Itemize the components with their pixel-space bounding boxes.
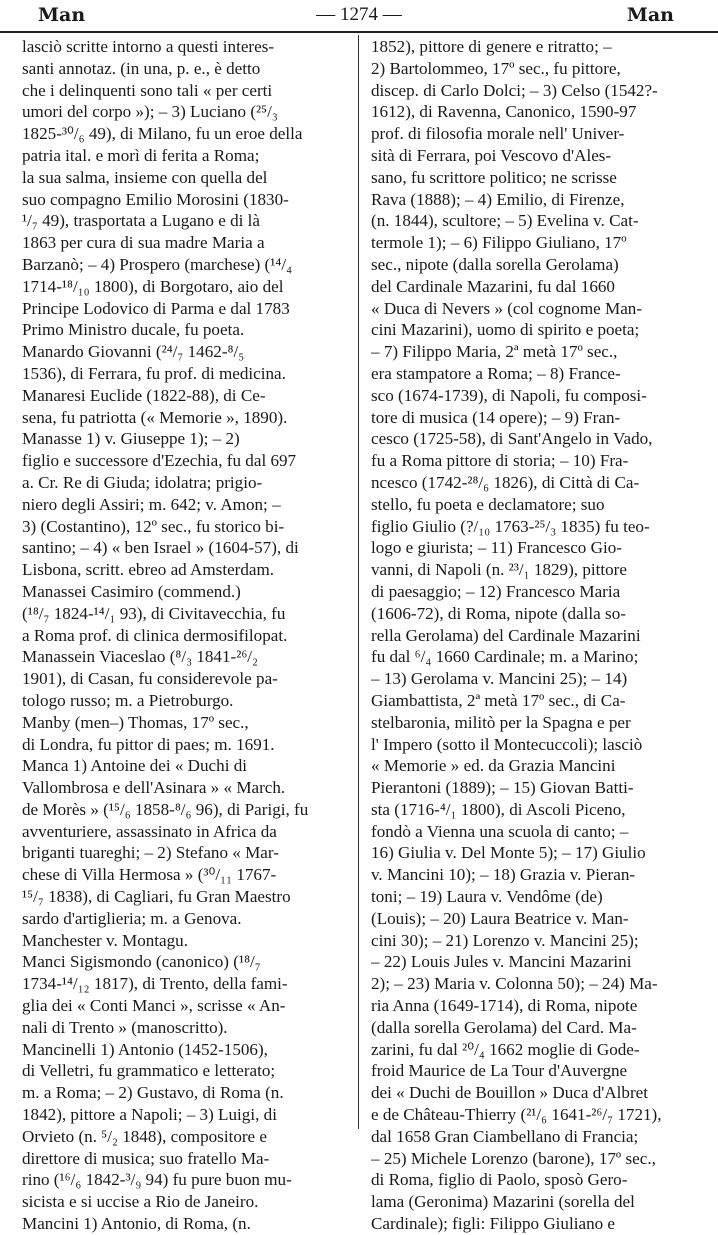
text-line: de Morès » (¹⁵/₆ 1858-⁸/₆ 96), di Parigi, fu xyxy=(22,799,309,819)
text-line: a. Cr. Re di Giuda; idolatra; prigio- xyxy=(22,472,263,492)
text-line: 1852), pittore di genere e ritratto; – xyxy=(371,37,612,56)
text-line: 1842), pittore a Napoli; – 3) Luigi, di xyxy=(22,1105,277,1125)
text-line: dei « Duchi de Bouillon » Duca d'Albret xyxy=(371,1083,648,1103)
text-line: Manby (men–) Thomas, 17º sec., xyxy=(22,712,249,732)
text-line: sardo d'artiglieria; m. a Genova. xyxy=(22,908,242,928)
text-line: (n. 1844), scultore; – 5) Evelina v. Cat- xyxy=(371,211,639,231)
text-line: sità di Ferrara, poi Vescovo d'Ales- xyxy=(371,145,612,165)
text-line: – 13) Gerolama v. Mancini 25); – 14) xyxy=(371,669,628,689)
text-line: ¹⁵/₇ 1838), di Cagliari, fu Gran Maestro xyxy=(22,887,291,907)
text-line: zarini, fu dal ²⁰/₄ 1662 moglie di Gode- xyxy=(371,1039,640,1059)
text-line: (dalla sorella Gerolama) del Card. Ma- xyxy=(371,1017,637,1037)
text-line: discep. di Carlo Dolci; – 3) Celso (1542?- xyxy=(371,80,658,100)
text-line: 2) Bartolommeo, 17º sec., fu pittore, xyxy=(371,58,621,78)
text-line: Vallombrosa e dell'Asinara » « March. xyxy=(22,778,286,798)
text-line: 1536), di Ferrara, fu prof. di medicina. xyxy=(22,363,286,383)
text-line: ria Anna (1649-1714), di Roma, nipote xyxy=(371,996,638,1016)
text-line: (1606-72), di Roma, nipote (dalla so- xyxy=(371,603,626,623)
text-line: Manassei Casimiro (commend.) xyxy=(22,581,241,601)
text-line: 2); – 23) Maria v. Colonna 50); – 24) Ma- xyxy=(371,974,658,994)
text-line: fu a Roma pittore di storia; – 10) Fra- xyxy=(371,451,629,471)
text-line: fondò a Vienna una scuola di canto; – xyxy=(371,821,629,841)
right-column xyxy=(371,36,701,1235)
text-line: del Cardinale Mazarini, fu dal 1660 xyxy=(371,276,615,296)
page-number: — 1274 — xyxy=(316,4,402,25)
text-line: Manasse 1) v. Giuseppe 1); – 2) xyxy=(22,429,240,449)
text-line: l' Impero (sotto il Montecuccoli); lasciò xyxy=(371,734,643,754)
text-line: froid Maurice de La Tour d'Auvergne xyxy=(371,1061,628,1081)
text-line: Manaresi Euclide (1822-88), di Ce- xyxy=(22,385,266,405)
text-line: 3) (Costantino), 12º sec., fu storico bi- xyxy=(22,516,285,536)
text-line: rella Gerolama) del Cardinale Mazarini xyxy=(371,625,641,645)
column-divider xyxy=(358,35,359,1129)
text-line: fu dal ⁶/₄ 1660 Cardinale; m. a Marino; xyxy=(371,647,639,667)
text-line: cini Mazarini), uomo di spirito e poeta; xyxy=(371,320,640,340)
text-line: Cardinale); figli: Filippo Giuliano e xyxy=(371,1214,616,1234)
text-line: rino (¹⁶/₆ 1842-³/₉ 94) fu pure buon mu- xyxy=(22,1170,292,1190)
text-line: glia dei « Conti Manci », scrisse « An- xyxy=(22,996,286,1016)
text-line: Lisbona, scritt. ebreo ad Amsterdam. xyxy=(22,560,275,580)
text-line: la sua salma, insieme con quella del xyxy=(22,167,268,187)
text-line: sena, fu patriotta (« Memorie », 1890). xyxy=(22,407,288,427)
text-line: nali di Trento » (manoscritto). xyxy=(22,1017,228,1037)
text-line: prof. di filosofia morale nell' Univer- xyxy=(371,124,625,144)
text-line: (Louis); – 20) Laura Beatrice v. Man- xyxy=(371,908,629,928)
text-line: direttore di musica; suo fratello Ma- xyxy=(22,1148,270,1168)
text-line: di paesaggio; – 12) Francesco Maria xyxy=(371,581,621,601)
text-line: stello, fu poeta e declamatore; suo xyxy=(371,494,605,514)
text-line: figlio Giulio (?/₁₀ 1763-²⁵/₃ 1835) fu teo- xyxy=(371,516,650,536)
text-line: 1863 per cura di sua madre Maria a xyxy=(22,233,265,253)
text-line: ncesco (1742-²⁸/₆ 1826), di Città di Ca- xyxy=(371,472,640,492)
text-line: umori del corpo »); – 3) Luciano (²⁵/₃ xyxy=(22,102,278,122)
header-left-keyword: Man xyxy=(38,4,86,26)
text-line: tore di musica (14 opere); – 9) Fran- xyxy=(371,407,621,427)
text-line: 1734-¹⁴/₁₂ 1817), di Trento, della fami- xyxy=(22,974,288,994)
text-line: toni; – 19) Laura v. Vendôme (de) xyxy=(371,887,603,907)
text-line: « Memorie » ed. da Grazia Mancini xyxy=(371,756,616,776)
text-line: 16) Giulia v. Del Monte 5); – 17) Giulio xyxy=(371,843,646,863)
text-line: sta (1716-⁴/₁ 1800), di Ascoli Piceno, xyxy=(371,799,626,819)
text-line: Mancinelli 1) Antonio (1452-1506), xyxy=(22,1039,268,1059)
text-line: ¹/₇ 49), trasportata a Lugano e di là xyxy=(22,211,260,231)
text-line: Rava (1888); – 4) Emilio, di Firenze, xyxy=(371,189,625,209)
text-line: Pierantoni (1889); – 15) Giovan Batti- xyxy=(371,778,634,798)
text-line: di Londra, fu pittor di paes; m. 1691. xyxy=(22,734,275,754)
text-line: (¹⁸/₇ 1824-¹⁴/₁ 93), di Civitavecchia, fu xyxy=(22,603,286,623)
text-line: figlio e successore d'Ezechia, fu dal 697 xyxy=(22,451,297,471)
text-line: Principe Lodovico di Parma e dal 1783 xyxy=(22,298,290,318)
text-line: Manchester v. Montagu. xyxy=(22,930,188,950)
text-line: di Roma, figlio di Paolo, sposò Gero- xyxy=(371,1170,628,1190)
text-line: – 25) Michele Lorenzo (barone), 17º sec., xyxy=(371,1148,656,1168)
text-line: niero degli Assiri; m. 642; v. Amon; – xyxy=(22,494,281,514)
text-line: suo compagno Emilio Morosini (1830- xyxy=(22,189,289,209)
text-line: – 7) Filippo Maria, 2ª metà 17º sec., xyxy=(371,342,618,362)
text-line: Giambattista, 2ª metà 17º sec., di Ca- xyxy=(371,690,626,710)
text-line: Manassein Viaceslao (⁸/₃ 1841-²⁶/₂ xyxy=(22,647,259,667)
text-line: sco (1674-1739), di Napoli, fu composi- xyxy=(371,385,647,405)
text-line: v. Mancini 10); – 18) Grazia v. Pieran- xyxy=(371,865,636,885)
text-line: 1901), di Casan, fu considerevole pa- xyxy=(22,669,278,689)
text-line: 1714-¹⁸/₁₀ 1800), di Borgotaro, aio del xyxy=(22,276,284,296)
text-line: sano, fu scrittore politico; ne scrisse xyxy=(371,167,617,187)
text-line: logo e giurista; – 11) Francesco Gio- xyxy=(371,538,622,558)
text-line: 1825-³⁰/₆ 49), di Milano, fu un eroe della xyxy=(22,124,303,144)
text-line: Primo Ministro ducale, fu poeta. xyxy=(22,320,245,340)
text-line: m. a Roma; – 2) Gustavo, di Roma (n. xyxy=(22,1083,284,1103)
text-line: cini 30); – 21) Lorenzo v. Mancini 25); xyxy=(371,930,639,950)
header-right-keyword: Man xyxy=(626,4,674,26)
text-line: tologo russo; m. a Pietroburgo. xyxy=(22,690,234,710)
left-column xyxy=(22,36,348,1235)
text-line: Mancini 1) Antonio, di Roma, (n. xyxy=(22,1214,251,1234)
text-line: cesco (1725-58), di Sant'Angelo in Vado, xyxy=(371,429,653,449)
text-line: « Duca di Nevers » (col cognome Man- xyxy=(371,298,643,318)
header-rule xyxy=(0,31,718,33)
text-line: chese di Villa Hermosa » (³⁰/₁₁ 1767- xyxy=(22,865,277,885)
text-line: Manca 1) Antoine dei « Duchi di xyxy=(22,756,248,776)
text-line: lama (Geronima) Mazarini (sorella del xyxy=(371,1192,635,1212)
text-line: a Roma prof. di clinica dermosifilopat. xyxy=(22,625,288,645)
text-line: lasciò scritte intorno a questi interes- xyxy=(22,37,275,56)
text-line: stelbaronia, militò per la Spagna e per xyxy=(371,712,631,732)
text-line: e de Château-Thierry (²¹/₆ 1641-²⁶/₇ 1721), xyxy=(371,1105,662,1125)
text-line: Barzanò; – 4) Prospero (marchese) (¹⁴/₄ xyxy=(22,254,293,274)
text-line: che i delinquenti sono tali « per certi xyxy=(22,80,273,100)
text-line: patria ital. e morì di ferita a Roma; xyxy=(22,145,260,165)
text-line: briganti tuareghi; – 2) Stefano « Mar- xyxy=(22,843,279,863)
text-line: santino; – 4) « ben Israel » (1604-57), di xyxy=(22,538,299,558)
text-line: Manardo Giovanni (²⁴/₇ 1462-⁸/₅ xyxy=(22,342,245,362)
text-line: Orvieto (n. ⁵/₂ 1848), compositore e xyxy=(22,1126,268,1146)
text-line: dal 1658 Gran Ciambellano di Francia; xyxy=(371,1126,639,1146)
text-line: sec., nipote (dalla sorella Gerolama) xyxy=(371,254,619,274)
text-line: – 22) Louis Jules v. Mancini Mazarini xyxy=(371,952,632,972)
text-line: sicista e si uccise a Rio de Janeiro. xyxy=(22,1192,259,1212)
text-line: termole 1); – 6) Filippo Giuliano, 17º xyxy=(371,233,627,253)
text-line: 1612), di Ravenna, Canonico, 1590-97 xyxy=(371,102,637,122)
text-line: santi annotaz. (in una, p. e., è detto xyxy=(22,58,261,78)
text-line: avventuriere, assassinato in Africa da xyxy=(22,821,277,841)
page-header xyxy=(0,2,718,28)
text-line: era stampatore a Roma; – 8) France- xyxy=(371,363,621,383)
text-line: vanni, di Napoli (n. ²³/₁ 1829), pittore xyxy=(371,560,627,580)
text-line: Manci Sigismondo (canonico) (¹⁸/₇ xyxy=(22,952,261,972)
text-line: di Velletri, fu grammatico e letterato; xyxy=(22,1061,276,1081)
